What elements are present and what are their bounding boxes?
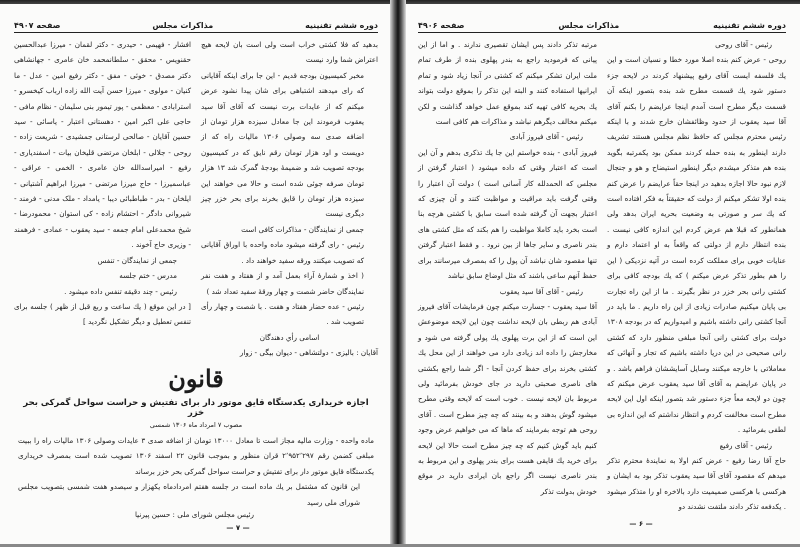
page-number: — ۶ —: [629, 520, 653, 528]
session-label: دوره ششم تقنینیه: [713, 21, 786, 30]
law-title: قانون: [168, 364, 224, 393]
left-column: [418, 37, 597, 496]
paragraph: جمعی از نمایندگان - تنفس: [97, 255, 177, 265]
right-column: [607, 37, 786, 512]
page-number: — ۷ —: [226, 524, 250, 532]
paragraph: رئیس - عده حضار هفتاد و هفت . با شصت و چهار رأی تصویب شد .: [201, 301, 364, 327]
paragraph: [ در این موقع ( یك ساعت و ربع قبل از ظهر ) جلسه برای تنفس تعطیل و دیگر تشکیل نگردید ]: [14, 301, 191, 327]
law-article: ماده واحده - وزارت مالیه مجاز است تا معادل ۱۳۰۰۰ تومان از اضافه صدی ۳ عایدات وصولی ۱۳۰۶ مالیات راه را ببیت مبلغی کضمن رقم ۲٬۹۵۲٬۲۹۷ قران منظور و بموجب قانون ۲۲ اسفند ۱۳۰۶ تصویب شده است بمصرف خریداری یکدستگاه قایق موتور دار برای تفتیش و حراست سواحل گمرکی بحر خزر برساند: [18, 436, 374, 476]
session-label: دوره ششم تقنینیه: [305, 21, 378, 30]
paragraph: بدهید که فلا کشتی خراب است ولی است بان لایحه هیچ اعتراض شما وارد نیست: [201, 40, 378, 65]
paragraph: رئیس - رای گرفته میشود ماده واحده با اوراق آقایانی که تصویب میکنند ورقه سفید خواهند داد .: [201, 240, 364, 265]
law-body: [14, 433, 378, 510]
paragraph: رئیس - آقای فیروز آبادی: [509, 132, 583, 142]
page-header: [418, 14, 786, 33]
page-label: صفحه ۴۹۰۷: [14, 21, 61, 30]
law-closing: این قانون که مشتمل بر یك ماده است در جلسه هفتم امردادماه یکهزار و سیصدو هفت شمسی بتصویب مجلس شورای ملی رسید: [18, 482, 360, 507]
section-heading: اسامی رأي دهندگان: [259, 332, 320, 342]
text-columns: [14, 37, 378, 358]
paragraph: افشار - فهیمی - حیدری - دکتر لقمان - میرزا عبدالحسین حقنویس - محقق - سلطانمحمد خان عامری - جهانشاهی دکتر مصدق - خوئی - مفق - دکتر رفیع امین - عدل - ما کنیان - مولوی - میرزا حسن آیت الله زاده ارباب کیخسرو - استرابادی - معظمی - پور تیمور بنی سلیمان - نظام مافی - حاجی علی اکبر امین - دهستانی اعتبار - یاسائی - سید حسین آقایان - صالحی لرستانی جمشیدی - شریعت زاده - روحی - جلالی - ابلخان مرتضی قلیخان بیات - اسفندیاری - رفیع - امیراسدالله خان عامری - الخمی - عراقی - عباسمیرزا - حاج میرزا مرتضی - میرزا ابراهیم آشتیانی - ایلخان - بدر - طباطبائی دیبا - یامداد - ملک مدنی - فرمند - شیروانی دادگر - احتشام زاده - کی استوان - محمودرضا - شیخ محمدعلی امام جمعه - سید یعقوب - عمادی - فرهمند - وزیری حاج آخوند .: [14, 40, 191, 250]
running-title: مذاکرات مجلس: [558, 21, 620, 30]
paragraph: رئیس - چند دقیقه تنفس داده میشود .: [64, 286, 177, 296]
left-column: [14, 37, 191, 327]
paragraph: آقا سید یعقوب - جسارت میکنم چون فرمایشات آقای فیروز آبادی هم ربطی بان لایحه نداشت چون این لایحه موضوعش این است که از این برت پهلوی یك پولی گرفته می شود و مخارجش را داده اند زیادی دارد می خواهند از این محل یك کشتی بخرند برای حفظ کردن آنجا - اگر شما راجع بکشتی های ناصری صحبتی دارید در جای خودش بفرمائید ولی مربوط بان لایحه نیست . خوب است که لایحه وقتی مطرح میشود گوش بدهند و به بینند که چه چیز مطرح است . آقای روحی هم توجه بفرمایند که ماها که می خواهیم عرض وجود کنیم باید گوش کنیم که چه چیز مطرح است حالا این لایحه برای خرید یك قایقی هست برای بندر پهلوی و این مربوط به بندر ناصری نیست اگر راجع بان ایرادی دارید در موقع خودش بدولت تذکر: [418, 301, 597, 496]
law-date: مصوب ۷ امرداد ماه ۱۳۰۶ شمسی: [149, 421, 243, 429]
text-columns: [418, 37, 786, 512]
law-signature: رئیس مجلس شورای ملی : حسین پیرنیا: [134, 510, 254, 520]
paragraph: فیروز آبادی - بنده خواستم این جا یك تذکری بدهم و آن این است که اعتبار وقتی که داده میشود ( اعتبار گرفتن از مجلس که الحمدلله کار آسانی است ) دولت آن اعتبار را وقتی گرفت باید مراقبت و مواظبت کنند و آن چیزی که اعتبار بجهت آن گرفته شده است سابق با کشتی هرچه بنا است بخرد باید کاملا مواظبت را هم بکند که مثل کشتی های بندر ناصری و سایر جاها از بین نرود . و فقط اعتبار گرفتن تنها مقصود شان نباشد آن پول را که بمصرف میرسانند برای حفظ آنهم ساعی باشند که مثل اوضاع سابق نباشد: [418, 147, 597, 281]
law-subtitle: اجازه خریداری یکدستگاه قایق موتور دار برای تفتیش و حراست سواحل گمرکی بحر خزر: [23, 398, 369, 418]
paragraph: جمعی از نمایندگان - مذاکرات کافی است: [241, 224, 364, 234]
page-label: صفحه ۴۹۰۶: [418, 21, 465, 30]
paragraph: رئیس - آقای رفیع: [719, 440, 772, 450]
law-signature-row: [14, 510, 378, 519]
law-section: [14, 364, 378, 519]
book-spine: [390, 0, 406, 547]
paragraph: مرتبه تذکر دادند پس ایشان تقصیری ندارند . و اما از این پیانی که فرمودید راجع به بندر پهلوی بنده از طرف تمام ملت ایران تشکر میکنم که کشتی در آنجا زیاد شود و تمام ایرانیها استفاده کنند و البته این تذکر را بموقع دولت بتواند یك بحریه کافی تهیه کند بموقع عمل خواهد گذاشت و لکن میکنم مخالف دیگرهم نباشد و مذاکرات هم کافی است: [418, 40, 597, 127]
paragraph: رئیس - آقای آقا سید یعقوب: [499, 286, 583, 296]
right-column: [201, 37, 378, 358]
paragraph: آقایان : بالیزی - دولتشاهی - دیوان بیگی - زوار: [239, 348, 378, 358]
paragraph: روحی - عرض کنم بنده اصلا مورد خطا و نسیان است و این یك فلسفه ایست آقای رفیع پیشنهاد کردند در لایحه جزء دستور شود یك قسمت مطرح شد بنده بتصور اینکه آن قسمت دیگر مطرح است آمدم اینجا عرایضم را بکنم آقای آقا سید یعقوب از حدود وظائفشان خارج شدند و با اینکه رئیس محترم مجلس که حافظ نظم مجلس هستند تشریف دارند اینطور به بنده حمله کردند ممکن بود یکمرتبه بگوید بنده هم متذکر میشدم دیگر اینطور استیضاح و هو و جنجال لازم نبود حالا اجازه بدهید در اینجا حقاً عرایضم را عرض کنم بنده اولا تشکر میکنم از دولت که حقیقتاً به فکر افتاده است که یك سر و صورتی به وضعیت بحریه ایران بدهد ولی همانطور که قبلا هم عرض کردم این اندازه کافی نیست . بنده انتظار دارم از دولتی که واقعاً به او اعتماد دارم و عنایات خوبی برای مملکت کرده است در آتیه نزدیکی ( این را هم بطور تذکر عرض میکنم ) که یك بودجه کافی برای کشتی رانی بحر خزر در نظر بگیرند . ما از این راه تجارت بی پایان میکنیم صادرات زیادی از این راه داریم . ما باید در آنجا کشتی رانی داشته باشیم و امیدواریم که در بودجه ۱۳۰۸ دولت برای کشتی رانی آنجا مبلغی منظور دارد که کشتی رانی صحیحی در این دریا داشته باشیم که تجار و آنهائی که معاملاتی با خارجه میکنند وسایل آسایششان فراهم باشد . و در پایان عرایضم به آقای آقا سید یعقوب عرض میکنم که چون دو لایحه معاً جزء دستور شد بتصور اینکه اول این لایحه مطرح است مخالفت کردم و انتظار نداشتم که این اندازه بی لطفی بفرمائید .: [607, 55, 786, 435]
left-page: [0, 4, 396, 545]
paragraph: مدرس - ختم جلسه: [119, 271, 177, 281]
running-title: مذاکرات مجلس: [152, 21, 214, 30]
paragraph: مخبر کمیسیون بودجه قدیم - این جا برای اینکه آقایانی که رای میدهند اشتباهی برای شان پیدا نشود عرض میکنم که از عایدات برت نیست که آقای آقا سید یعقوب فرمودند این جا معادل سیزده هزار تومان از اضافه صدی سه وصولی ۱۳۰۶ مالیات راه که از دویست و اود هزار تومان رقم نایق که در کمیسیون بودجه تصویب شد و ضمیمهٔ بودجهٔ گمرک شد ۱۳ هزار تومان صرفه جوئی شده است و حالا می خواهند این سیزده هزار تومان را قایق بخرند برای بحر خزر چیز دیگری نیست: [201, 70, 364, 219]
paragraph: حاج آقا رضا رفیع - عرض کنم اولا به نمایندهٔ محترم تذکر میدهم که مقصود آقای آقا سید یعقوب تذکر بود به ایشان و هرکسی با هرکسی صمیمیت دارد بالاخره او را متذکر میشود . یکدفعه تذکر دادند ملتفت نشدند دو: [607, 455, 786, 512]
paragraph: ( اخذ و شمارهٔ آراء بعمل آمد و از هفتاد و هفت نفر نمایندگان حاضر شصت و چهار ورقهٔ سفید تعداد شد ): [201, 271, 364, 296]
right-page: [402, 4, 800, 545]
page-header: [14, 14, 378, 33]
paragraph: رئیس - آقای روحی: [715, 40, 772, 49]
